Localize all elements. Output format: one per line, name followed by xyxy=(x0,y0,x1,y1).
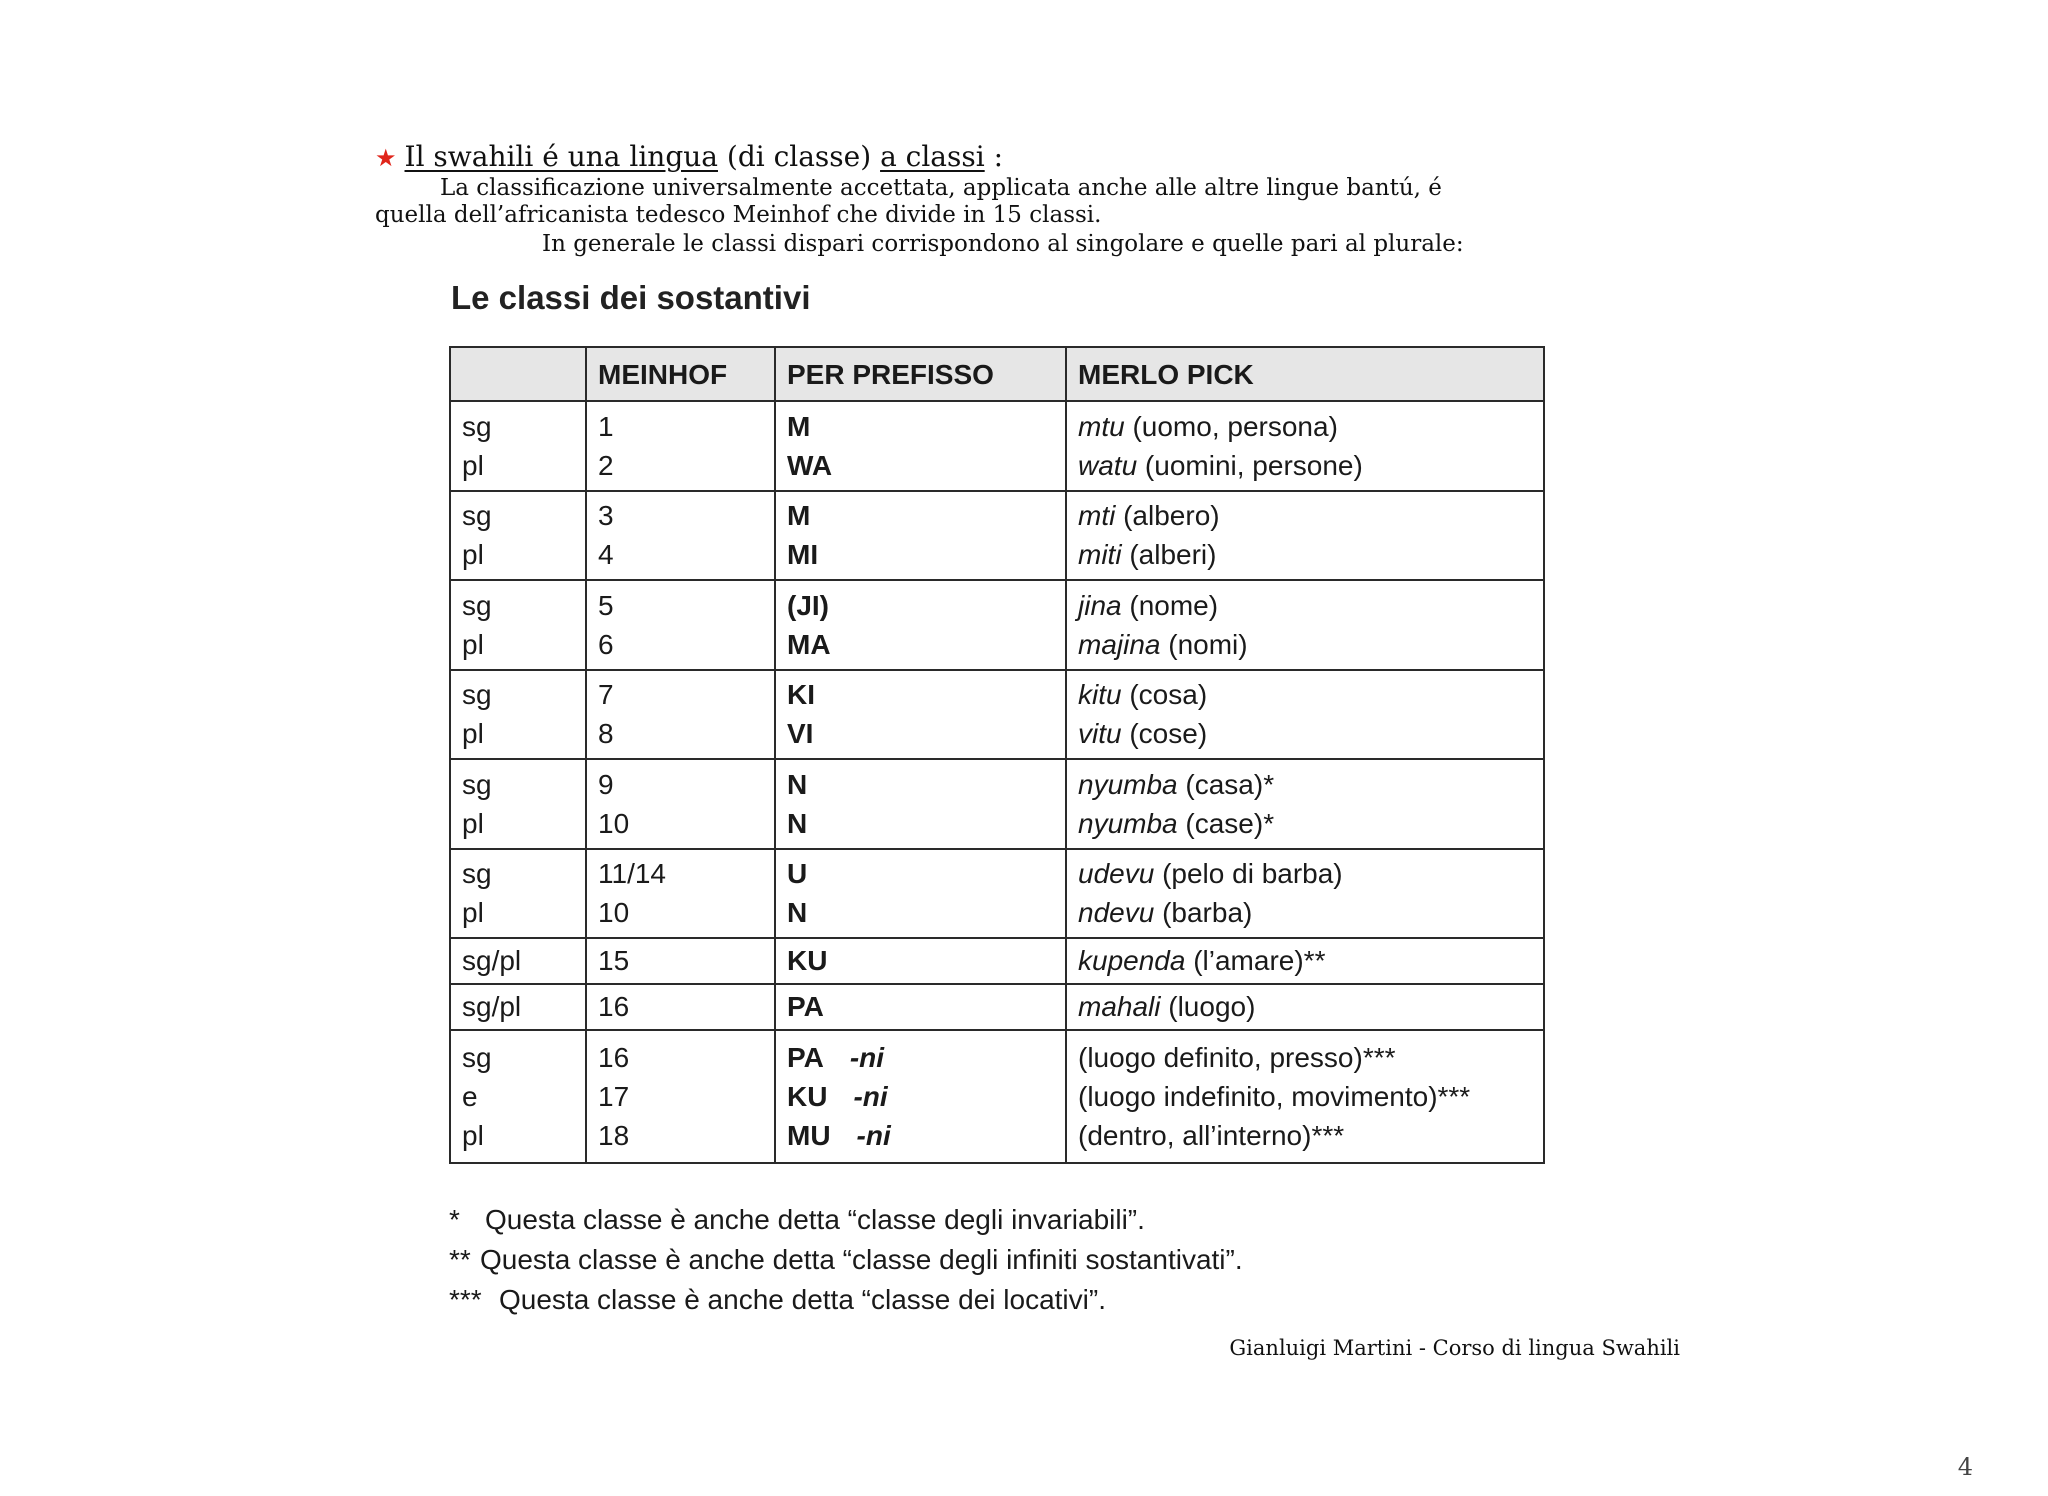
prefix-line xyxy=(787,854,1065,893)
meinhof-cell xyxy=(586,1030,775,1163)
meinhof-cell xyxy=(586,984,775,1030)
footnote-text: Questa classe è anche detta “classe degli infiniti sostantivati”. xyxy=(480,1244,1243,1275)
example-line xyxy=(1078,535,1543,574)
meinhof-value: 16 xyxy=(598,1041,630,1073)
meinhof-value: 5 xyxy=(598,589,614,621)
number-value: sg xyxy=(462,679,492,711)
example-translation: (uomini, persone) xyxy=(1137,449,1363,481)
example-line xyxy=(1078,1077,1543,1116)
example-translation: (uomo, persona) xyxy=(1124,410,1338,442)
number-value: sg xyxy=(462,858,492,890)
example-cell xyxy=(1066,759,1544,849)
meinhof-value: 1 xyxy=(598,410,614,442)
number-value: sg xyxy=(462,500,492,532)
section-heading xyxy=(375,140,1575,175)
number-value: pl xyxy=(462,539,484,571)
footnote-3 xyxy=(449,1280,1243,1320)
prefix-suffix: -ni xyxy=(853,1080,888,1112)
prefix-cell xyxy=(775,1030,1066,1163)
example-translation: (alberi) xyxy=(1121,539,1217,571)
table-row xyxy=(450,580,1544,670)
example-word: kitu xyxy=(1078,679,1122,711)
number-cell xyxy=(450,1030,586,1163)
prefix-suffix: -ni xyxy=(856,1119,891,1151)
example-line xyxy=(1078,625,1543,664)
prefix-value: N xyxy=(787,897,808,929)
example-cell xyxy=(1066,491,1544,581)
meinhof-value: 17 xyxy=(598,1080,630,1112)
footnote-1 xyxy=(449,1200,1243,1240)
example-line xyxy=(1078,941,1543,980)
meinhof-value: 3 xyxy=(598,500,614,532)
prefix-value: KU xyxy=(787,1080,828,1112)
example-translation: (cosa) xyxy=(1121,679,1208,711)
prefix-cell xyxy=(775,759,1066,849)
example-translation: (l’amare)** xyxy=(1185,945,1326,977)
heading-part-3: a classi xyxy=(880,140,985,173)
table-row xyxy=(450,849,1544,939)
prefix-value: U xyxy=(787,858,808,890)
example-cell xyxy=(1066,1030,1544,1163)
number-value: pl xyxy=(462,449,484,481)
number-value: pl xyxy=(462,628,484,660)
prefix-line xyxy=(787,941,1065,980)
prefix-cell xyxy=(775,491,1066,581)
prefix-cell xyxy=(775,849,1066,939)
example-word: udevu xyxy=(1078,858,1155,890)
prefix-cell xyxy=(775,401,1066,491)
noun-classes-table xyxy=(449,346,1545,1164)
example-translation: (barba) xyxy=(1154,897,1253,929)
example-translation: (pelo di barba) xyxy=(1154,858,1343,890)
footnote-text: Questa classe è anche detta “classe dei locativi”. xyxy=(499,1284,1106,1315)
example-line xyxy=(1078,987,1543,1026)
example-line xyxy=(1078,496,1543,535)
example-word: miti xyxy=(1078,539,1122,571)
prefix-value: N xyxy=(787,768,808,800)
page-number: 4 xyxy=(1957,1453,1973,1481)
prefix-line xyxy=(787,804,1065,843)
prefix-line xyxy=(787,765,1065,804)
prefix-line xyxy=(787,625,1065,664)
table-body xyxy=(450,401,1544,1163)
prefix-line xyxy=(787,586,1065,625)
example-translation: (casa)* xyxy=(1177,768,1275,800)
number-cell xyxy=(450,759,586,849)
meinhof-cell xyxy=(586,491,775,581)
example-word: majina xyxy=(1078,628,1161,660)
example-line xyxy=(1078,1116,1543,1155)
number-cell xyxy=(450,984,586,1030)
prefix-value: PA xyxy=(787,991,824,1023)
number-value: e xyxy=(462,1080,478,1112)
table-row xyxy=(450,491,1544,581)
heading-part-1: Il swahili é una lingua xyxy=(404,140,718,173)
meinhof-value: 16 xyxy=(598,991,630,1023)
prefix-line xyxy=(787,407,1065,446)
number-value: sg xyxy=(462,589,492,621)
footnote-mark: * xyxy=(449,1204,460,1235)
number-value: pl xyxy=(462,897,484,929)
prefix-line xyxy=(787,1116,1065,1155)
prefix-line xyxy=(787,496,1065,535)
example-cell xyxy=(1066,580,1544,670)
prefix-value: MU xyxy=(787,1119,831,1151)
prefix-cell xyxy=(775,938,1066,984)
number-cell xyxy=(450,580,586,670)
heading-part-2: (di classe) xyxy=(726,140,872,173)
author-credit: Gianluigi Martini - Corso di lingua Swahili xyxy=(1229,1336,1680,1360)
prefix-line xyxy=(787,987,1065,1026)
header-cell-prefix: PER PREFISSO xyxy=(775,347,1066,401)
header-cell-meinhof: MEINHOF xyxy=(586,347,775,401)
meinhof-value: 10 xyxy=(598,807,630,839)
example-line xyxy=(1078,675,1543,714)
number-cell xyxy=(450,849,586,939)
example-translation: (nomi) xyxy=(1160,628,1248,660)
intro-line-1: La classificazione universalmente accettata, applicata anche alle altre lingue bantú, é xyxy=(440,175,1442,201)
prefix-line xyxy=(787,714,1065,753)
number-value: sg/pl xyxy=(462,945,522,977)
prefix-value: (JI) xyxy=(787,589,829,621)
prefix-cell xyxy=(775,670,1066,760)
example-word: vitu xyxy=(1078,718,1122,750)
number-value: sg/pl xyxy=(462,991,522,1023)
example-word: jina xyxy=(1078,589,1122,621)
table-row xyxy=(450,938,1544,984)
example-translation: (luogo definito, presso)*** xyxy=(1078,1041,1396,1073)
meinhof-value: 6 xyxy=(598,628,614,660)
meinhof-cell xyxy=(586,938,775,984)
meinhof-value: 7 xyxy=(598,679,614,711)
prefix-value: MI xyxy=(787,539,819,571)
table-row xyxy=(450,1030,1544,1163)
example-line xyxy=(1078,854,1543,893)
meinhof-value: 4 xyxy=(598,539,614,571)
example-translation: (luogo indefinito, movimento)*** xyxy=(1078,1080,1471,1112)
footnote-mark: *** xyxy=(449,1284,482,1315)
meinhof-value: 2 xyxy=(598,449,614,481)
prefix-cell xyxy=(775,580,1066,670)
example-cell xyxy=(1066,401,1544,491)
table-row xyxy=(450,984,1544,1030)
intro-line-2: quella dell’africanista tedesco Meinhof che divide in 15 classi. xyxy=(375,202,1102,228)
table-header-row xyxy=(450,347,1544,401)
example-line xyxy=(1078,765,1543,804)
prefix-value: WA xyxy=(787,449,833,481)
prefix-line xyxy=(787,535,1065,574)
example-translation: (dentro, all’interno)*** xyxy=(1078,1119,1345,1151)
example-word: nyumba xyxy=(1078,807,1178,839)
prefix-line xyxy=(787,893,1065,932)
example-word: watu xyxy=(1078,449,1138,481)
example-line xyxy=(1078,586,1543,625)
example-cell xyxy=(1066,670,1544,760)
meinhof-value: 10 xyxy=(598,897,630,929)
meinhof-value: 8 xyxy=(598,718,614,750)
table-title: Le classi dei sostantivi xyxy=(451,279,811,316)
prefix-value: M xyxy=(787,500,811,532)
meinhof-cell xyxy=(586,670,775,760)
prefix-suffix: -ni xyxy=(849,1041,885,1073)
prefix-value: N xyxy=(787,807,808,839)
example-word: ndevu xyxy=(1078,897,1155,929)
prefix-line xyxy=(787,1077,1065,1116)
number-value: pl xyxy=(462,718,484,750)
footnote-2 xyxy=(449,1240,1243,1280)
prefix-line xyxy=(787,446,1065,485)
meinhof-cell xyxy=(586,580,775,670)
example-word: kupenda xyxy=(1078,945,1186,977)
example-line xyxy=(1078,1038,1543,1077)
number-cell xyxy=(450,401,586,491)
meinhof-cell xyxy=(586,401,775,491)
prefix-line xyxy=(787,675,1065,714)
example-cell xyxy=(1066,938,1544,984)
prefix-value: PA xyxy=(787,1041,824,1073)
heading-colon: : xyxy=(993,140,1004,173)
example-word: mtu xyxy=(1078,410,1125,442)
meinhof-value: 11/14 xyxy=(598,858,666,890)
example-translation: (nome) xyxy=(1121,589,1219,621)
meinhof-cell xyxy=(586,849,775,939)
prefix-value: KU xyxy=(787,945,828,977)
footnote-mark: ** xyxy=(449,1244,471,1275)
number-value: sg xyxy=(462,410,492,442)
prefix-cell xyxy=(775,984,1066,1030)
example-line xyxy=(1078,714,1543,753)
example-word: nyumba xyxy=(1078,768,1178,800)
table-row xyxy=(450,670,1544,760)
example-word: mti xyxy=(1078,500,1116,532)
meinhof-value: 18 xyxy=(598,1119,630,1151)
number-cell xyxy=(450,670,586,760)
number-value: sg xyxy=(462,768,492,800)
example-line xyxy=(1078,446,1543,485)
prefix-value: MA xyxy=(787,628,831,660)
intro-line-3: In generale le classi dispari corrispondono al singolare e quelle pari al plurale: xyxy=(542,231,1464,257)
meinhof-value: 15 xyxy=(598,945,630,977)
intro-section xyxy=(375,140,1575,258)
number-value: pl xyxy=(462,807,484,839)
example-translation: (cose) xyxy=(1121,718,1208,750)
footnote-text: Questa classe è anche detta “classe degli invariabili”. xyxy=(485,1204,1145,1235)
meinhof-value: 9 xyxy=(598,768,614,800)
number-cell xyxy=(450,491,586,581)
footnotes xyxy=(449,1200,1243,1320)
example-line xyxy=(1078,407,1543,446)
prefix-value: VI xyxy=(787,718,814,750)
prefix-value: KI xyxy=(787,679,815,711)
prefix-value: M xyxy=(787,410,811,442)
example-line xyxy=(1078,893,1543,932)
example-cell xyxy=(1066,984,1544,1030)
example-translation: (case)* xyxy=(1177,807,1275,839)
number-value: sg xyxy=(462,1041,492,1073)
star-bullet-icon: ★ xyxy=(375,144,397,172)
header-cell-number xyxy=(450,347,586,401)
example-word: mahali xyxy=(1078,991,1161,1023)
number-value: pl xyxy=(462,1119,484,1151)
table-row xyxy=(450,759,1544,849)
number-cell xyxy=(450,938,586,984)
example-translation: (luogo) xyxy=(1160,991,1256,1023)
example-line xyxy=(1078,804,1543,843)
header-cell-merlo-pick: MERLO PICK xyxy=(1066,347,1544,401)
example-translation: (albero) xyxy=(1115,500,1220,532)
meinhof-cell xyxy=(586,759,775,849)
example-cell xyxy=(1066,849,1544,939)
table-row xyxy=(450,401,1544,491)
prefix-line xyxy=(787,1038,1065,1077)
